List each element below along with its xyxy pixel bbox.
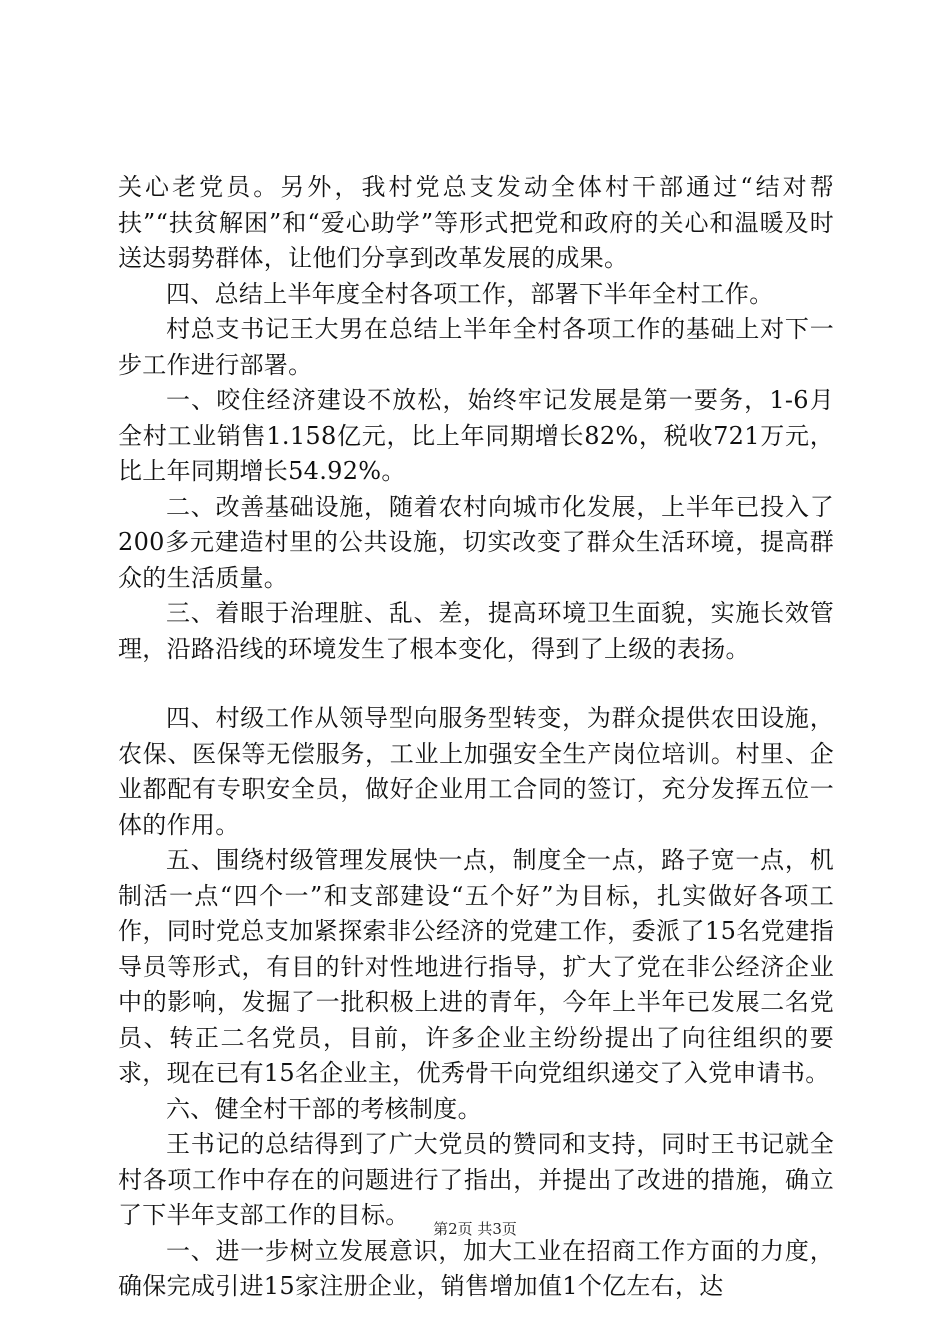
paragraph-item-two-infrastructure: 二、改善基础设施，随着农村向城市化发展，上半年已投入了200多元建造村里的公共设施，切实改变了群众生活环境，提高群众的生活质量。 xyxy=(118,492,834,592)
paragraph-item-six-assessment: 六、健全村干部的考核制度。 xyxy=(166,1094,482,1123)
page-number-footer: 第2页 共3页 xyxy=(433,1220,517,1238)
paragraph-goal-one: 一、进一步树立发展意识，加大工业在招商工作方面的力度，确保完成引进15家注册企业，销售增加值1个亿左右，达 xyxy=(118,1236,834,1300)
paragraph-section-four-heading: 四、总结上半年度全村各项工作，部署下半年全村工作。 xyxy=(166,279,774,308)
paragraph-item-one-economy: 一、咬住经济建设不放松，始终牢记发展是第一要务，1-6月全村工业销售1.158亿元，比上年同期增长82%，税收721万元，比上年同期增长54.92%。 xyxy=(118,386,834,485)
paragraph-item-five-management: 五、围绕村级管理发展快一点，制度全一点，路子宽一点，机制活一点“四个一”和支部建设“五个好”为目标，扎实做好各项工作，同时党总支加紧探索非公经济的党建工作，委派了15名党建指导员等形式，有目的针对性地进行指导，扩大了党在非公经济企业中的影响，发掘了一批积极上进的青年，今年上半年已发展二名党员、转正二名党员，目前，许多企业主纷纷提出了向往组织的要求，现在已有15名企业主，优秀骨干向党组织递交了入党申请书。 xyxy=(118,846,834,1087)
document-body xyxy=(118,170,834,1305)
paragraph-secretary-deployment: 村总支书记王大男在总结上半年全村各项工作的基础上对下一步工作进行部署。 xyxy=(118,315,834,379)
paragraph-item-four-service: 四、村级工作从领导型向服务型转变，为群众提供农田设施，农保、医保等无偿服务，工业上加强安全生产岗位培训。村里、企业都配有专职安全员，做好企业用工合同的签订，充分发挥五位一体的作用。 xyxy=(118,704,834,839)
paragraph-item-three-environment: 三、着眼于治理脏、乱、差，提高环境卫生面貌，实施长效管理，沿路沿线的环境发生了根本变化，得到了上级的表扬。 xyxy=(118,599,834,663)
paragraph-summary-support: 王书记的总结得到了广大党员的赞同和支持，同时王书记就全村各项工作中存在的问题进行了指出，并提出了改进的措施，确立了下半年支部工作的目标。 xyxy=(118,1130,834,1229)
paragraph-continuation: 关心老党员。另外，我村党总支发动全体村干部通过“结对帮扶”“扶贫解困”和“爱心助学”等形式把党和政府的关心和温暖及时送达弱势群体，让他们分享到改革发展的成果。 xyxy=(118,173,834,272)
